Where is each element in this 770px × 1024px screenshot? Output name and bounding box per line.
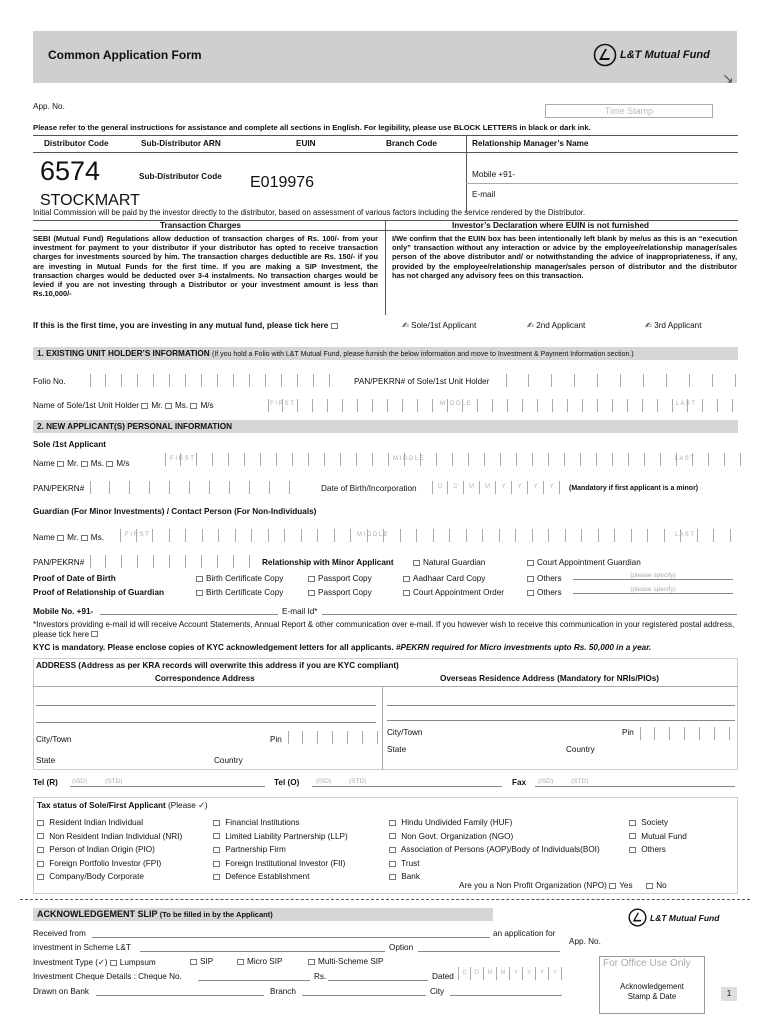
checkbox[interactable] (37, 833, 44, 839)
multi-sip-checkbox[interactable] (308, 959, 315, 965)
pekrn-text: #PEKRN required for Micro investments upto Rs. 50,000 in a year. (395, 643, 652, 652)
tax-option (37, 843, 182, 857)
option-label: Birth Certificate Copy (206, 574, 284, 583)
option-label: Trust (401, 858, 420, 868)
applicant-name-cells[interactable] (165, 453, 741, 466)
tax-col-3 (389, 816, 600, 884)
checkbox[interactable] (213, 820, 220, 826)
option-label: Passport Copy (318, 574, 372, 583)
date-cell: Y (523, 967, 536, 980)
sip-checkbox[interactable] (190, 959, 197, 965)
checkbox[interactable] (527, 576, 534, 582)
proof-rel-opt (308, 588, 372, 597)
ack-subtitle: (To be filled in by the Applicant) (159, 910, 273, 919)
postal-checkbox[interactable] (91, 631, 98, 637)
declaration-text: I/We confirm that the EUIN box has been intentionally left blank by me/us as this is an “execution only” transaction without any interaction or advice by the employee/relationship manager/sales person of the above distributor and/ or notwithstanding the advice of inappropriateness, if any, provided by the employee/relationship manager/sales person of distributor and the distributor has not charged any advisory fees on this transaction. (392, 234, 737, 280)
application-for-label: an application for (493, 929, 556, 938)
instructions: Please refer to the general instructions for assistance and complete all sections in English. For legibility, please use BLOCK LETTERS in black or dark ink. (33, 123, 591, 132)
checkbox[interactable] (389, 820, 396, 826)
checkbox[interactable] (213, 874, 220, 880)
transaction-charges-text: SEBI (Mutual Fund) Regulations allow deduction of transaction charges of Rs. 100/- from your investment for payment to your distributor if your distributor has opted to receive transaction charges for investments sourced by him. The transaction charges deductible are Rs. 150/- if you are investing in Mutual Funds for the first time. If you are making a SIP Investment, the transaction charges would be deducted over 3-4 instalments. No transaction charges would be levied if you are not investing through a Distributor or your investment amount is less than Rs.10,000/- (33, 234, 378, 299)
tax-option (213, 843, 348, 857)
folio-label: Folio No. (33, 377, 66, 386)
scheme-field[interactable] (140, 951, 385, 952)
tax-option (37, 870, 182, 884)
dob-cells[interactable] (432, 481, 560, 494)
pan-1-label: PAN/PEKRN# of Sole/1st Unit Holder (354, 377, 490, 386)
sole-applicant-label: Sole /1st Applicant (33, 440, 106, 449)
g-pan-label: PAN/PEKRN# (33, 558, 85, 567)
brand-logo (593, 43, 617, 69)
branch-field[interactable] (302, 995, 426, 996)
hint-middle: M I D D L E (440, 401, 471, 407)
option-label: Passport Copy (318, 588, 372, 597)
time-stamp-box: Time Stamp (545, 104, 713, 118)
dob-cell: Y (544, 481, 560, 494)
option-label: Non Govt. Organization (NGO) (401, 831, 514, 841)
hint-last: L A S T (675, 456, 695, 462)
checkbox[interactable] (196, 576, 203, 582)
dob-cell: M (480, 481, 496, 494)
checkbox[interactable] (213, 833, 220, 839)
corr-city-label: City/Town (36, 735, 72, 744)
inv-type-row (33, 957, 156, 967)
brand-name: L&T Mutual Fund (620, 49, 710, 61)
option-label: Person of Indian Origin (PIO) (49, 845, 155, 855)
option-label: Others (537, 574, 562, 583)
address-title: ADDRESS (Address as per KRA records will overwrite this address if you are KYC compliant) (36, 661, 399, 670)
grid-line (466, 135, 467, 212)
name-text: Name (33, 533, 55, 542)
applicant-1-label: Sole/1st Applicant (411, 321, 477, 330)
col-rm-name: Relationship Manager’s Name (472, 139, 589, 148)
col-distributor-code: Distributor Code (44, 139, 109, 148)
option-label: Bank (401, 872, 420, 882)
multi-sip-label: Multi-Scheme SIP (318, 957, 384, 966)
date-cell: D (458, 967, 471, 980)
first-time-checkbox[interactable] (331, 323, 338, 329)
unit-holder-name-text: Name of Sole/1st Unit Holder (33, 401, 140, 410)
hint-last: L A S T (675, 532, 695, 538)
rs-label: Rs. (314, 972, 327, 981)
option-label: Resident Indian Individual (49, 818, 144, 827)
ms-checkbox[interactable] (165, 403, 172, 409)
inv-type-label: Investment Type (✓) (33, 958, 108, 967)
tax-option (213, 857, 348, 871)
tax-option (629, 830, 687, 844)
fax-isd: (ISD) (538, 778, 554, 785)
hint-middle: M I D D L E (357, 532, 388, 538)
email-label: E-mail Id* (282, 607, 318, 616)
col-branch-code: Branch Code (386, 139, 437, 148)
proof-dob-label: Proof of Date of Birth (33, 574, 116, 583)
proof-dob-opt (527, 574, 562, 583)
lumpsum-checkbox[interactable] (110, 960, 117, 966)
applicant-2-label: 2nd Applicant (536, 321, 586, 330)
checkbox[interactable] (196, 590, 203, 596)
page-number: 1 (721, 987, 737, 1001)
commission-note-text: Initial Commission will be paid by the investor directly to the distributor, based on assessment of various factors including the service rendered by the Distributor. (33, 208, 586, 217)
ms2-checkbox[interactable] (106, 461, 113, 467)
micro-sip-checkbox[interactable] (237, 959, 244, 965)
corner-arrow: ↘ (722, 70, 734, 86)
cheque-label: Investment Cheque Details : Cheque No. (33, 972, 182, 981)
distributor-name-value: STOCKMART (40, 192, 140, 209)
corr-pin-label: Pin (270, 735, 282, 744)
unit-holder-name-cells[interactable] (268, 399, 733, 412)
ms-label: M/s (116, 459, 130, 468)
dob-cell: Y (512, 481, 528, 494)
name-text: Name (33, 459, 55, 468)
natural-guardian-checkbox[interactable] (413, 560, 420, 566)
section-2-bar: 2. NEW APPLICANT(S) PERSONAL INFORMATION (33, 420, 738, 433)
overseas-pin-cells[interactable] (640, 727, 730, 740)
ms-label: Ms. (174, 401, 189, 410)
grid-line (33, 686, 738, 687)
checkbox[interactable] (389, 861, 396, 867)
mr-checkbox[interactable] (57, 535, 64, 541)
tel-r-std: (STD) (105, 778, 123, 785)
option-label: Option (389, 943, 414, 952)
date-cell: Y (536, 967, 549, 980)
tax-option (213, 870, 348, 884)
micro-sip-opt (237, 957, 283, 966)
email-field[interactable] (322, 614, 737, 615)
kyc-text: KYC is mandatory. Please enclose copies of KYC acknowledgement letters for all applicants. (33, 643, 394, 652)
grid-line (33, 135, 738, 136)
grid-line (33, 152, 738, 153)
tax-option (37, 857, 182, 871)
proof-rel-label: Proof of Relationship of Guardian (33, 588, 164, 597)
relationship-label: Relationship with Minor Applicant (262, 558, 394, 567)
hint-first: F I R S T (170, 456, 194, 462)
rm-email-label: E-mail (472, 190, 496, 199)
ack-logo (628, 908, 647, 929)
date-cell: M (497, 967, 510, 980)
tax-option (213, 816, 348, 830)
tax-col-4 (629, 816, 687, 857)
overseas-pin-label: Pin (622, 728, 634, 737)
option-label: Others (537, 588, 562, 597)
pen-icon: ✍ (645, 321, 652, 330)
tax-option (389, 830, 600, 844)
tax-option (37, 830, 182, 844)
sign-applicant-2 (527, 320, 585, 330)
ms-checkbox[interactable] (81, 535, 88, 541)
dob-cell: M (464, 481, 480, 494)
natural-guardian-label: Natural Guardian (423, 558, 486, 567)
lt-logo-icon (593, 43, 617, 67)
drawn-field[interactable] (96, 995, 264, 996)
tax-option (629, 843, 687, 857)
rm-mobile-label: Mobile +91- (472, 170, 516, 179)
section-1-note: (If you hold a Folio with L&T Mutual Fund, please furnish the below information and move to Investment & Payment Information section.) (211, 351, 634, 358)
overseas-line-1[interactable] (387, 705, 735, 706)
option-label: Association of Persons (AOP)/Body of Individuals(BOI) (400, 845, 600, 855)
pan-2-label: PAN/PEKRN# (33, 484, 85, 493)
scheme-label: investment in Scheme L&T (33, 943, 131, 952)
option-label: Society (641, 818, 669, 827)
dated-label: Dated (432, 972, 454, 981)
section-1-bar (33, 347, 738, 360)
email-note-text: *Investors providing e-mail id will receive Account Statements, Annual Report & other communication over e-mail. If you however wish to receive this communication in your registered postal address, please tick here (33, 620, 735, 639)
tax-option (37, 816, 182, 830)
hint-first: F I R S T (270, 401, 294, 407)
overseas-city-label: City/Town (387, 728, 423, 737)
col-sub-arn: Sub-Distributor ARN (141, 139, 221, 148)
corr-country-label: Country (214, 756, 243, 765)
option-label: Others (641, 845, 666, 855)
corr-line-1[interactable] (36, 705, 376, 706)
tel-r-isd: (ISD) (72, 778, 88, 785)
corr-title: Correspondence Address (155, 674, 255, 683)
option-label: Limited Liability Partnership (LLP) (225, 831, 348, 841)
kyc-note (33, 643, 651, 652)
overseas-state-label: State (387, 745, 407, 754)
option-label: Mutual Fund (641, 831, 687, 841)
dob-cell: D (432, 481, 448, 494)
ms2-checkbox[interactable] (190, 403, 197, 409)
applicant-3-label: 3rd Applicant (654, 321, 702, 330)
lumpsum-label: Lumpsum (119, 958, 156, 967)
sip-opt (190, 957, 213, 966)
mr-checkbox[interactable] (141, 403, 148, 409)
tax-title (37, 800, 208, 810)
overseas-country-label: Country (566, 745, 595, 754)
npo-no-label: No (656, 881, 667, 890)
city-label: City (430, 987, 445, 996)
rel-court (527, 558, 641, 567)
checkbox[interactable] (629, 833, 636, 839)
ms-label: Ms. (90, 459, 104, 468)
multi-sip-opt (308, 957, 384, 966)
euin-value: E019976 (250, 174, 315, 191)
guardian-name-cells[interactable] (120, 529, 731, 542)
tax-option (629, 816, 687, 830)
checkbox[interactable] (629, 820, 636, 826)
pen-icon: ✍ (527, 321, 534, 330)
corr-pin-cells[interactable] (288, 731, 378, 744)
checkbox[interactable] (403, 590, 410, 596)
transaction-charges-title: Transaction Charges (160, 221, 241, 230)
pan-2-cells[interactable] (90, 481, 290, 494)
sip-label: SIP (200, 957, 214, 966)
mr-label: Mr. (151, 401, 163, 410)
tel-o-field[interactable] (312, 786, 502, 787)
cheque-field[interactable] (198, 980, 310, 981)
checkbox[interactable] (527, 590, 534, 596)
option-label: Foreign Portfolio Investor (FPI) (49, 858, 162, 868)
sign-applicant-1 (402, 320, 476, 330)
mr-label: Mr. (67, 533, 79, 542)
tel-r-field[interactable] (70, 786, 265, 787)
guardian-name-label (33, 533, 104, 542)
pan-1-cells[interactable] (506, 374, 736, 387)
checkbox[interactable] (629, 847, 636, 853)
guardian-label: Guardian (For Minor Investments) / Contact Person (For Non-Individuals) (33, 507, 317, 516)
checkbox[interactable] (37, 874, 44, 880)
received-label: Received from (33, 929, 86, 938)
proof-rel-opt (403, 588, 504, 597)
option-label: Hindu Undivided Family (HUF) (401, 818, 513, 827)
sign-applicant-3 (645, 320, 702, 330)
app-no-label: App. No. (33, 102, 65, 111)
tel-r-label: Tel (R) (33, 778, 58, 787)
dob-cell: Y (496, 481, 512, 494)
tax-option (389, 857, 600, 871)
option-label: Non Resident Indian Individual (NRI) (49, 831, 183, 841)
first-time-text: If this is the first time, you are investing in any mutual fund, please tick here (33, 321, 329, 330)
npo-row (459, 881, 667, 890)
option-label: Company/Body Corporate (49, 872, 144, 882)
section-1-title: 1. EXISTING UNIT HOLDER’S INFORMATION (37, 349, 210, 358)
tax-col-2 (213, 816, 348, 884)
ack-app-no: App. No. (569, 937, 601, 946)
fax-field[interactable] (535, 786, 735, 787)
pen-icon: ✍ (402, 321, 409, 330)
tel-o-isd: (ISD) (316, 778, 332, 785)
mr-label: Mr. (67, 459, 79, 468)
grid-line (466, 183, 738, 184)
g-pan-cells[interactable] (90, 555, 250, 568)
dob-cell: D (448, 481, 464, 494)
option-label: Foreign Institutional Investor (FII) (225, 858, 346, 868)
date-cell: Y (510, 967, 523, 980)
corr-state-label: State (36, 756, 56, 765)
option-label: Partnership Firm (225, 845, 286, 855)
received-field[interactable] (92, 937, 490, 938)
drawn-label: Drawn on Bank (33, 987, 89, 996)
email-note (33, 620, 738, 639)
tax-option (389, 843, 600, 857)
date-cell: M (484, 967, 497, 980)
ack-bar (33, 908, 493, 921)
option-field[interactable] (418, 951, 560, 952)
ms-label: Ms. (90, 533, 104, 542)
date-cell: D (471, 967, 484, 980)
city-field[interactable] (450, 995, 562, 996)
proof-dob-opt (308, 574, 372, 583)
mobile-label: Mobile No. +91- (33, 607, 94, 616)
tax-title-text: Tax status of Sole/First Applicant (37, 801, 166, 810)
hint-middle: M I D D L E (393, 456, 424, 462)
dob-label: Date of Birth/Incorporation (321, 484, 417, 493)
applicant-name-label (33, 459, 129, 468)
proof-dob-opt (196, 574, 283, 583)
folio-cells[interactable] (90, 374, 330, 387)
fax-label: Fax (512, 778, 527, 787)
checkbox[interactable] (389, 874, 396, 880)
first-time-label (33, 321, 341, 330)
overseas-line-2[interactable] (387, 720, 735, 721)
dob-note: (Mandatory if first applicant is a minor) (569, 485, 699, 492)
proof-dob-opt (403, 574, 485, 583)
col-euin: EUIN (296, 139, 316, 148)
checkbox[interactable] (37, 861, 44, 867)
npo-no-checkbox[interactable] (646, 883, 653, 889)
ack-date-cells[interactable] (458, 967, 562, 980)
proof-rel-opt (196, 588, 283, 597)
ack-title: ACKNOWLEDGEMENT SLIP (37, 909, 158, 919)
fax-std: (STD) (571, 778, 589, 785)
tel-o-label: Tel (O) (274, 778, 300, 787)
cut-line (20, 899, 750, 900)
court-guardian-checkbox[interactable] (527, 560, 534, 566)
overseas-title: Overseas Residence Address (Mandatory for NRIs/PIOs) (440, 674, 660, 683)
mrs-label: M/s (200, 401, 214, 410)
option-label: Birth Certificate Copy (206, 588, 284, 597)
tax-option (389, 816, 600, 830)
hint-last: L A S T (676, 401, 696, 407)
lt-logo-icon (628, 908, 647, 927)
rs-field[interactable] (328, 980, 428, 981)
dob-cell: Y (528, 481, 544, 494)
branch-label: Branch (270, 987, 296, 996)
npo-yes-label: Yes (619, 881, 633, 890)
corr-line-2[interactable] (36, 722, 376, 723)
sub-distributor-code-label: Sub-Distributor Code (139, 172, 222, 181)
checkbox[interactable] (389, 847, 396, 853)
ack-stamp-label: Acknowledgement Stamp & Date (620, 982, 684, 1001)
option-label: Financial Institutions (225, 818, 300, 827)
checkbox[interactable] (389, 833, 396, 839)
unit-holder-name-label (33, 401, 214, 410)
grid-line (385, 220, 386, 315)
please-specify[interactable]: (please specify) (573, 586, 733, 594)
ack-brand: L&T Mutual Fund (650, 913, 720, 923)
tax-col-1 (37, 816, 182, 884)
distributor-code-value: 6574 (40, 156, 101, 186)
mobile-field[interactable] (100, 614, 278, 615)
micro-sip-label: Micro SIP (247, 957, 283, 966)
court-guardian-label: Court Appointment Guardian (537, 558, 641, 567)
grid-line (382, 686, 383, 770)
tax-option (213, 830, 348, 844)
checkbox[interactable] (37, 847, 44, 853)
option-label: Aadhaar Card Copy (413, 574, 486, 583)
checkbox[interactable] (308, 590, 315, 596)
npo-yes-checkbox[interactable] (609, 883, 616, 889)
please-specify[interactable]: (please specify) (573, 572, 733, 580)
npo-label: Are you a Non Profit Organization (NPO) (459, 881, 607, 890)
checkbox[interactable] (403, 576, 410, 582)
form-title: Common Application Form (48, 48, 202, 62)
option-label: Defence Establishment (225, 872, 310, 882)
mr-checkbox[interactable] (57, 461, 64, 467)
declaration-title: Investor’s Declaration where EUIN is not furnished (452, 221, 649, 230)
tax-note: (Please ✓) (168, 801, 208, 810)
ms-checkbox[interactable] (81, 461, 88, 467)
date-cell: Y (549, 967, 562, 980)
checkbox[interactable] (213, 847, 220, 853)
hint-first: F I R S T (125, 532, 149, 538)
option-label: Court Appointment Order (413, 588, 505, 597)
checkbox[interactable] (37, 820, 44, 826)
proof-rel-opt (527, 588, 562, 597)
office-use-label: For Office Use Only (603, 958, 691, 969)
checkbox[interactable] (308, 576, 315, 582)
checkbox[interactable] (213, 861, 220, 867)
rel-natural (413, 558, 485, 567)
tel-o-std: (STD) (349, 778, 367, 785)
